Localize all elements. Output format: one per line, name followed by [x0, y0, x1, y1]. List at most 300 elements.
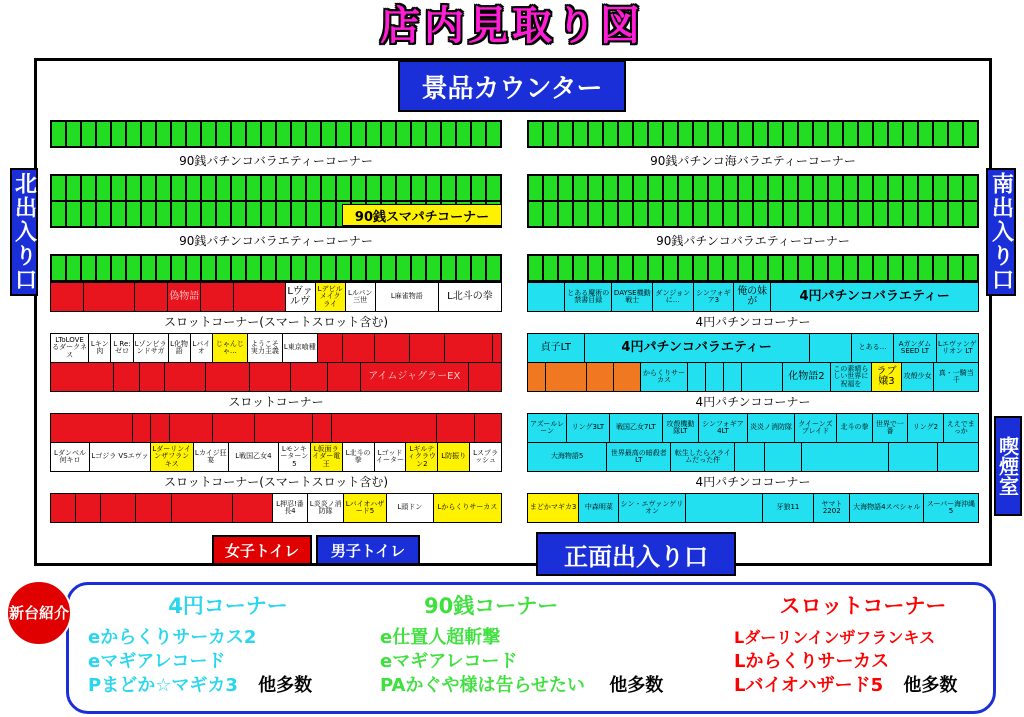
section-label: スロットコーナー(スマートスロット含む): [163, 475, 389, 489]
machine-slot: Lゴッドイーター: [375, 443, 407, 471]
pachinko-machine-cell: [753, 175, 768, 201]
new-machines-slot: [734, 590, 992, 698]
machine-slot: とある…: [852, 334, 894, 362]
pachinko-machine-cell: [768, 255, 783, 281]
machine-slot: Lバイオハザード5: [344, 494, 387, 522]
pachinko-machine-cell: [648, 201, 663, 227]
machine-slot: Lダンベル何キロ: [51, 443, 90, 471]
pachinko-machine-cell: [813, 175, 828, 201]
machine-slot: [706, 363, 724, 391]
south-entrance: 南出入り口: [986, 168, 1016, 296]
machine-slot: ダンジョンに…: [653, 283, 694, 311]
new-machine-item: Lダーリンインザフランキス: [734, 628, 936, 647]
pachinko-machine-cell: [261, 175, 276, 201]
machine-slot: Lダーリンインザフランキス: [151, 443, 194, 471]
pachinko-machine-cell: [543, 255, 558, 281]
column-heading: 90銭コーナー: [424, 594, 559, 618]
pachinko-machine-cell: [126, 255, 141, 281]
pachinko-machine-cell: [558, 201, 573, 227]
machine-slot: [475, 414, 501, 442]
pachinko-machine-cell: [111, 201, 126, 227]
machine-slot: [51, 283, 84, 311]
pachinko-machine-cell: [693, 175, 708, 201]
machine-slot: [938, 443, 978, 471]
new-machine-row: [380, 674, 740, 698]
pachinko-machine-cell: [111, 255, 126, 281]
machine-slot: ようこそ実力主義: [248, 334, 283, 362]
pachinko-machine-cell: [291, 201, 306, 227]
pachinko-machine-cell: [201, 255, 216, 281]
pachinko-machine-cell: [903, 121, 918, 147]
pachinko-machine-cell: [201, 175, 216, 201]
new-machine-item: eからくりサーカス2: [88, 627, 257, 648]
machine-slot: Aガンダム SEED LT: [894, 334, 936, 362]
machine-slot: [724, 363, 742, 391]
pachinko-machine-cell: [573, 255, 588, 281]
pachinko-machine-cell: [321, 175, 336, 201]
pachinko-machine-cell: [618, 255, 633, 281]
section-label: 90銭パチンコバラエティーコーナー: [179, 234, 373, 248]
pachinko-machine-cell: [798, 175, 813, 201]
machine-slot: L化物語: [169, 334, 191, 362]
pachinko-machine-cell: [588, 175, 603, 201]
others-label: 他多数: [258, 675, 313, 696]
machine-slot: シンフォギア4LT: [699, 414, 749, 442]
pachinko-machine-cell: [843, 121, 858, 147]
pachinko-machine-cell: [828, 201, 843, 227]
machine-row-r3b: [527, 442, 979, 472]
machine-slot: [688, 363, 706, 391]
machine-row-r2a: [527, 333, 979, 363]
pachinko-machine-cell: [768, 121, 783, 147]
pachinko-machine-cell: [783, 175, 798, 201]
pachinko-machine-cell: [828, 175, 843, 201]
machine-slot: [802, 443, 889, 471]
machine-slot: 貞子LT: [528, 334, 585, 362]
machine-slot: [343, 334, 375, 362]
pachinko-machine-cell: [336, 255, 351, 281]
pachinko-machine-cell: [603, 121, 618, 147]
pachinko-machine-cell: [918, 175, 933, 201]
pachinko-machine-cell: [528, 201, 543, 227]
pachinko-machine-cell: [321, 255, 336, 281]
others-label: 他多数: [903, 675, 958, 696]
pachinko-machine-cell: [633, 175, 648, 201]
new-machine-item: e仕置人超斬撃: [380, 627, 501, 648]
pachinko-machine-cell: [903, 175, 918, 201]
smoking-room: 喫煙室: [994, 416, 1022, 516]
machine-slot: Lモンキーターン5: [279, 443, 311, 471]
pachinko-machine-cell: [888, 175, 903, 201]
machine-slot: [469, 363, 501, 391]
new-machine-row: [88, 674, 368, 698]
pachinko-machine-cell: [708, 121, 723, 147]
pachinko-machine-cell: [156, 121, 171, 147]
pachinko-machine-cell: [558, 255, 573, 281]
pachinko-machine-cell: [603, 201, 618, 227]
pachinko-machine-cell: [336, 175, 351, 201]
pachinko-machine-cell: [738, 201, 753, 227]
pachinko-machine-cell: [276, 175, 291, 201]
machine-slot: スーパー海沖縄5: [924, 494, 978, 522]
pachinko-machine-cell: [336, 121, 351, 147]
pachinko-machine-cell: [888, 255, 903, 281]
machine-slot: 大海物語4スペシャル: [850, 494, 924, 522]
pachinko-machine-cell: [216, 255, 231, 281]
machine-slot: 4円パチンコバラエティー: [771, 283, 978, 311]
pachinko-machine-cell: [618, 121, 633, 147]
new-machines-90sen: [380, 590, 740, 698]
pachinko-machine-cell: [456, 121, 471, 147]
pachinko-machine-cell: [126, 201, 141, 227]
pachinko-machine-cell: [246, 121, 261, 147]
pachinko-machine-cell: [573, 175, 588, 201]
pachinko-machine-cell: [963, 255, 978, 281]
machine-slot: 世界最高の暗殺者LT: [607, 443, 671, 471]
pachinko-machine-cell: [633, 201, 648, 227]
pachinko-machine-cell: [201, 201, 216, 227]
pachinko-machine-cell: [933, 121, 948, 147]
pachinko-machine-cell: [51, 201, 66, 227]
pachinko-machine-cell: [768, 201, 783, 227]
pachinko-machine-cell: [723, 255, 738, 281]
pachinko-machine-cell: [588, 121, 603, 147]
pachinko-machine-cell: [618, 175, 633, 201]
machine-slot: 牙狼11: [763, 494, 814, 522]
machine-slot: [546, 363, 588, 391]
others-label: 他多数: [609, 675, 664, 696]
pachinko-machine-cell: [648, 255, 663, 281]
machine-slot: [233, 494, 272, 522]
pachinko-machine-cell: [171, 255, 186, 281]
pachinko-machine-cell: [186, 121, 201, 147]
machine-row-l1: [50, 282, 502, 312]
pachinko-machine-cell: [156, 255, 171, 281]
pachinko-machine-cell: [678, 201, 693, 227]
pachinko-machine-cell: [543, 175, 558, 201]
pachinko-machine-cell: [528, 175, 543, 201]
pachinko-machine-cell: [246, 255, 261, 281]
front-entrance: 正面出入り口: [536, 532, 736, 576]
pachinko-machine-cell: [96, 175, 111, 201]
machine-slot: シン・エヴァンゲリオン: [619, 494, 685, 522]
pachinko-machine-cell: [858, 255, 873, 281]
north-entrance: 北出入り口: [10, 168, 38, 296]
machine-slot: [51, 363, 114, 391]
pachinko-machine-cell: [396, 255, 411, 281]
pachinko-machine-cell: [813, 121, 828, 147]
pachinko-machine-cell: [216, 201, 231, 227]
pachinko-machine-cell: [948, 255, 963, 281]
machine-slot: 攻殻機動隊LT: [663, 414, 698, 442]
section-label: 4円パチンココーナー: [695, 475, 811, 489]
pachinko-machine-cell: [918, 121, 933, 147]
machine-slot: アイムジャグラーEX: [361, 363, 469, 391]
pachinko-machine-cell: [111, 121, 126, 147]
machine-slot: [165, 363, 206, 391]
machine-grid-left-1: [50, 120, 502, 148]
machine-slot: [686, 494, 763, 522]
section-label: 4円パチンココーナー: [695, 315, 811, 329]
machine-slot: まどかマギカ3: [528, 494, 579, 522]
pachinko-machine-cell: [693, 121, 708, 147]
pachinko-machine-cell: [933, 255, 948, 281]
pachinko-machine-cell: [216, 121, 231, 147]
pachinko-machine-cell: [141, 175, 156, 201]
machine-slot: [587, 363, 614, 391]
machine-slot: 大海物語5: [528, 443, 607, 471]
machine-slot: [410, 334, 445, 362]
pachinko-machine-cell: [261, 201, 276, 227]
pachinko-machine-cell: [186, 255, 201, 281]
machine-slot: L戦国乙女4: [229, 443, 279, 471]
machine-slot: [151, 414, 170, 442]
machine-slot: アズールレーン: [528, 414, 567, 442]
pachinko-machine-cell: [753, 255, 768, 281]
machine-row-l3a: [50, 413, 502, 443]
machine-slot: [735, 443, 765, 471]
pachinko-machine-cell: [81, 121, 96, 147]
machine-grid-left-3: [50, 254, 502, 282]
section-label: 90銭パチンコバラエティーコーナー: [179, 154, 373, 168]
pachinko-machine-cell: [486, 175, 501, 201]
machine-slot: [810, 334, 852, 362]
pachinko-machine-cell: [216, 175, 231, 201]
pachinko-machine-cell: [66, 175, 81, 201]
machine-slot: [742, 363, 784, 391]
machine-slot: クイーンズブレイド: [795, 414, 838, 442]
pachinko-machine-cell: [873, 121, 888, 147]
machine-slot: L北斗の拳: [343, 443, 375, 471]
pachinko-machine-cell: [96, 121, 111, 147]
pachinko-machine-cell: [366, 255, 381, 281]
pachinko-machine-cell: [81, 255, 96, 281]
pachinko-machine-cell: [411, 255, 426, 281]
machine-slot: L Re:ゼロ: [111, 334, 133, 362]
machine-slot: Lカイジ狂宴: [194, 443, 229, 471]
pachinko-machine-cell: [753, 121, 768, 147]
pachinko-machine-cell: [618, 201, 633, 227]
machine-slot: L仮面ライダー電王: [311, 443, 343, 471]
pachinko-machine-cell: [918, 201, 933, 227]
pachinko-machine-cell: [648, 121, 663, 147]
pachinko-machine-cell: [873, 175, 888, 201]
pachinko-machine-cell: [426, 121, 441, 147]
pachinko-machine-cell: [933, 201, 948, 227]
pachinko-machine-cell: [51, 255, 66, 281]
machine-row-l2b: [50, 362, 502, 392]
pachinko-machine-cell: [738, 175, 753, 201]
machine-grid-right-2: [527, 174, 979, 228]
pachinko-machine-cell: [678, 121, 693, 147]
machine-slot: [201, 283, 234, 311]
new-machine-item: PAかぐや様は告らせたい: [380, 675, 585, 696]
machine-slot: [101, 494, 137, 522]
machine-slot: [136, 494, 172, 522]
pachinko-machine-cell: [291, 121, 306, 147]
machine-slot: [445, 334, 493, 362]
pachinko-machine-cell: [141, 121, 156, 147]
machine-row-r2b: [527, 362, 979, 392]
pachinko-machine-cell: [753, 201, 768, 227]
pachinko-machine-cell: [813, 255, 828, 281]
pachinko-machine-cell: [186, 201, 201, 227]
machine-slot: L炎炎ノ消防隊: [308, 494, 344, 522]
pachinko-machine-cell: [471, 175, 486, 201]
machine-slot: [255, 414, 313, 442]
pachinko-machine-cell: [201, 121, 216, 147]
pachinko-machine-cell: [708, 175, 723, 201]
pachinko-machine-cell: [456, 175, 471, 201]
machine-slot: Lスプラッシュ: [470, 443, 501, 471]
pachinko-machine-cell: [813, 201, 828, 227]
machine-slot: [172, 494, 233, 522]
pachinko-machine-cell: [558, 175, 573, 201]
machine-row-r1: [527, 282, 979, 312]
pachinko-machine-cell: [768, 175, 783, 201]
pachinko-machine-cell: [873, 201, 888, 227]
machine-slot: L麻雀物語: [376, 283, 439, 311]
pachinko-machine-cell: [111, 175, 126, 201]
machine-slot: [614, 363, 641, 391]
pachinko-machine-cell: [963, 121, 978, 147]
machine-slot: [135, 283, 168, 311]
pachinko-machine-cell: [396, 121, 411, 147]
machine-slot: L東京喰種: [283, 334, 318, 362]
pachinko-machine-cell: [663, 255, 678, 281]
machine-row-l4: [50, 493, 502, 523]
pachinko-machine-cell: [171, 175, 186, 201]
machine-grid-right-3: [527, 254, 979, 282]
pachinko-machine-cell: [663, 201, 678, 227]
new-machines-badge: 新台紹介: [6, 580, 72, 646]
pachinko-machine-cell: [843, 255, 858, 281]
pachinko-machine-cell: [843, 175, 858, 201]
machine-slot: Lゴジラ VSエヴァ: [90, 443, 151, 471]
machine-slot: 偽物語: [168, 283, 201, 311]
pachinko-machine-cell: [396, 175, 411, 201]
pachinko-machine-cell: [573, 201, 588, 227]
pachinko-machine-cell: [858, 201, 873, 227]
pachinko-machine-cell: [411, 175, 426, 201]
machine-row-l2a: [50, 333, 502, 363]
pachinko-machine-cell: [723, 121, 738, 147]
pachinko-machine-cell: [708, 255, 723, 281]
machine-slot: L北斗の拳: [439, 283, 501, 311]
machine-slot: L頭ドン: [387, 494, 434, 522]
page-title: 店内見取り図: [380, 3, 644, 49]
pachinko-machine-cell: [663, 121, 678, 147]
pachinko-machine-cell: [798, 121, 813, 147]
pachinko-machine-cell: [456, 255, 471, 281]
machine-slot: Lキン肉: [89, 334, 111, 362]
pachinko-machine-cell: [783, 121, 798, 147]
machine-slot: [375, 334, 410, 362]
section-label: 90銭パチンコ海バラエティーコーナー: [650, 154, 856, 168]
pachinko-machine-cell: [948, 201, 963, 227]
new-machine-item: Lバイオハザード5: [734, 675, 884, 696]
machine-slot: この素晴らしい世界に祝福を: [831, 363, 873, 391]
pachinko-machine-cell: [648, 175, 663, 201]
pachinko-machine-cell: [186, 175, 201, 201]
machine-slot: Lエヴァンゲリオン LT: [937, 334, 978, 362]
section-label: 4円パチンココーナー: [695, 395, 811, 409]
pachinko-machine-cell: [783, 255, 798, 281]
pachinko-machine-cell: [96, 201, 111, 227]
machine-slot: [528, 283, 565, 311]
machine-slot: [889, 443, 938, 471]
pachinko-machine-cell: [306, 255, 321, 281]
machine-slot: [328, 363, 361, 391]
pachinko-machine-cell: [528, 255, 543, 281]
pachinko-machine-cell: [321, 201, 336, 227]
pachinko-machine-cell: [738, 255, 753, 281]
pachinko-machine-cell: [783, 201, 798, 227]
pachinko-machine-cell: [291, 175, 306, 201]
machine-slot: [291, 363, 328, 391]
pachinko-machine-cell: [321, 121, 336, 147]
machine-slot: ラブ嬢3: [872, 363, 902, 391]
machine-slot: じゃんじゃ…: [213, 334, 248, 362]
machine-slot: 世界で一番: [873, 414, 908, 442]
machine-slot: [493, 334, 501, 362]
pachinko-machine-cell: [933, 175, 948, 201]
pachinko-machine-cell: [633, 255, 648, 281]
machine-slot: [234, 283, 285, 311]
pachinko-machine-cell: [486, 255, 501, 281]
pachinko-machine-cell: [261, 255, 276, 281]
machine-slot: [84, 283, 135, 311]
pachinko-machine-cell: [603, 255, 618, 281]
pachinko-machine-cell: [306, 201, 321, 227]
pachinko-machine-cell: [441, 175, 456, 201]
machine-slot: Lからくりサーカス: [434, 494, 501, 522]
machine-slot: [51, 414, 133, 442]
new-machines-4yen: [88, 590, 368, 698]
pachinko-machine-cell: [678, 255, 693, 281]
pachinko-machine-cell: [351, 175, 366, 201]
machine-slot: [133, 414, 152, 442]
machine-slot: 転生したらスライムだった件: [671, 443, 735, 471]
pachinko-machine-cell: [276, 201, 291, 227]
smapachi-corner: 90銭スマパチコーナー: [342, 204, 502, 226]
pachinko-machine-cell: [351, 255, 366, 281]
section-label: スロットコーナー: [228, 395, 324, 409]
machine-slot: [76, 494, 101, 522]
machine-slot: [437, 414, 475, 442]
pachinko-machine-cell: [126, 121, 141, 147]
pachinko-machine-cell: [558, 121, 573, 147]
machine-slot: Lゾンビランドサガ: [134, 334, 169, 362]
new-machine-row: [734, 674, 992, 698]
pachinko-machine-cell: [963, 175, 978, 201]
pachinko-machine-cell: [678, 175, 693, 201]
pachinko-machine-cell: [126, 175, 141, 201]
machine-slot: ヤマト2202: [814, 494, 850, 522]
pachinko-machine-cell: [723, 175, 738, 201]
machine-slot: Lヴァルヴ: [286, 283, 316, 311]
machine-slot: [313, 414, 332, 442]
pachinko-machine-cell: [963, 201, 978, 227]
pachinko-machine-cell: [888, 121, 903, 147]
pachinko-machine-cell: [828, 255, 843, 281]
pachinko-machine-cell: [366, 121, 381, 147]
machine-slot: とある魔術の禁書目録: [565, 283, 612, 311]
machine-slot: 4円パチンコバラエティー: [585, 334, 810, 362]
pachinko-machine-cell: [858, 121, 873, 147]
column-heading: 4円コーナー: [168, 594, 288, 618]
machine-slot: L押忍!番長4: [273, 494, 309, 522]
